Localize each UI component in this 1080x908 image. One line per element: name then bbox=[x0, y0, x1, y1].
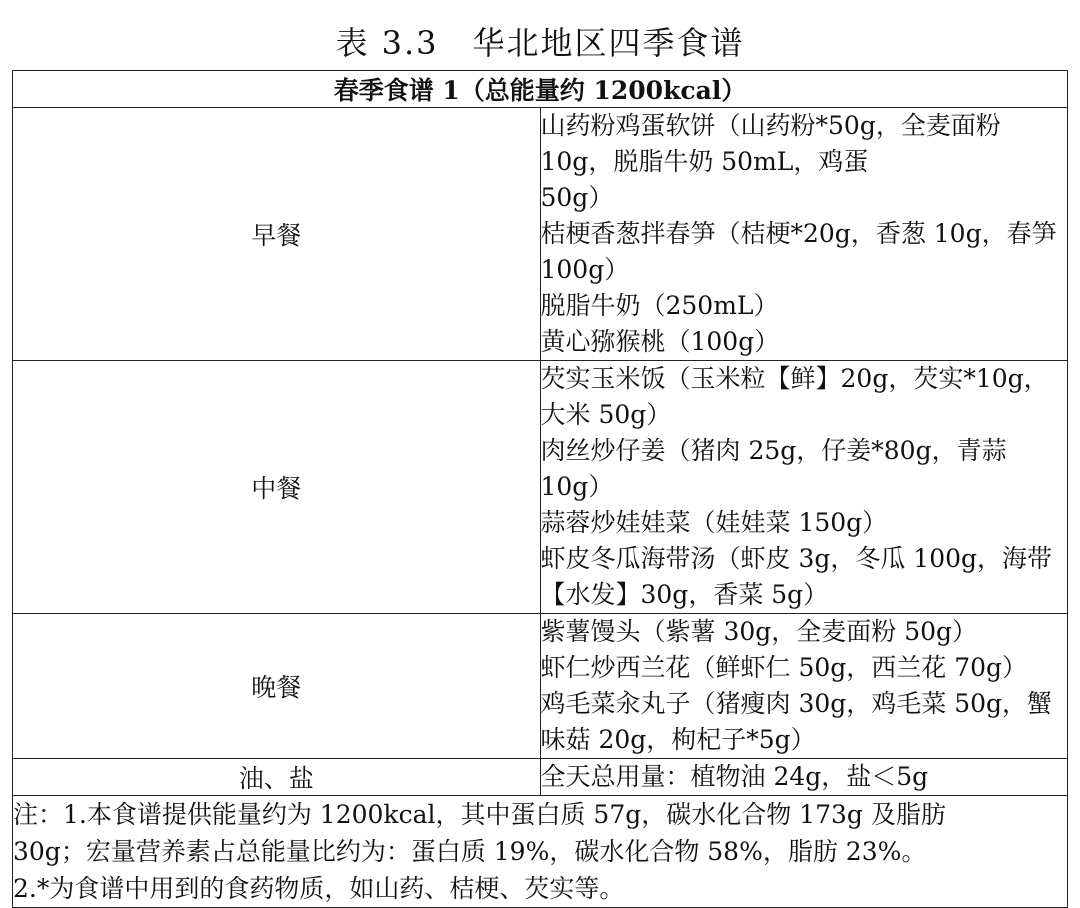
meal-item-line: 虾皮冬瓜海带汤（虾皮 3g，冬瓜 100g，海带【水发】30g，香菜 5g） bbox=[540, 544, 1053, 609]
meal-items-breakfast bbox=[540, 108, 1068, 361]
meal-row-lunch bbox=[13, 361, 1068, 614]
meal-item-line: 山药粉鸡蛋软饼（山药粉*50g，全麦面粉 10g，脱脂牛奶 50mL，鸡蛋 bbox=[540, 111, 1001, 176]
table-header: 春季食谱 1（总能量约 1200kcal） bbox=[13, 71, 1068, 108]
meal-items-dinner bbox=[540, 614, 1068, 759]
meal-item-line: 蒜蓉炒娃娃菜（娃娃菜 150g） bbox=[540, 508, 888, 537]
meal-items-lunch bbox=[540, 361, 1068, 614]
note-line: 2.*为食谱中用到的食药物质，如山药、桔梗、芡实等。 bbox=[13, 874, 625, 903]
meal-label-oil-salt: 油、盐 bbox=[13, 759, 541, 796]
meal-item-line: 50g） bbox=[540, 183, 614, 212]
meal-row-oil-salt bbox=[13, 759, 1068, 796]
meal-item-line: 桔梗香葱拌春笋（桔梗*20g，香葱 10g，春笋 100g） bbox=[540, 219, 1057, 284]
meal-label-lunch: 中餐 bbox=[13, 361, 541, 614]
note-line: 注：1.本食谱提供能量约为 1200kcal，其中蛋白质 57g，碳水化合物 173g 及脂肪 bbox=[13, 800, 946, 829]
meal-row-breakfast bbox=[13, 108, 1068, 361]
table-notes bbox=[13, 796, 1068, 908]
meal-item-line: 鸡毛菜汆丸子（猪瘦肉 30g，鸡毛菜 50g，蟹味菇 20g，枸杞子*5g） bbox=[540, 689, 1053, 754]
notes-row bbox=[13, 796, 1068, 908]
meal-item-line: 脱脂牛奶（250mL） bbox=[540, 291, 779, 320]
meal-item-line: 全天总用量：植物油 24g，盐＜5g bbox=[540, 762, 929, 791]
meal-label-dinner: 晚餐 bbox=[13, 614, 541, 759]
meal-row-dinner bbox=[13, 614, 1068, 759]
meal-item-line: 芡实玉米饭（玉米粒【鲜】20g，芡实*10g，大米 50g） bbox=[540, 364, 1049, 429]
meal-items-oil-salt bbox=[540, 759, 1068, 796]
note-line: 30g；宏量营养素占总能量比约为：蛋白质 19%，碳水化合物 58%，脂肪 23%。 bbox=[13, 837, 927, 866]
meal-item-line: 黄心猕猴桃（100g） bbox=[540, 327, 780, 356]
meal-item-line: 虾仁炒西兰花（鲜虾仁 50g，西兰花 70g） bbox=[540, 653, 1028, 682]
meal-label-breakfast: 早餐 bbox=[13, 108, 541, 361]
table-title: 表 3.3 华北地区四季食谱 bbox=[335, 24, 745, 62]
meal-item-line: 肉丝炒仔姜（猪肉 25g，仔姜*80g，青蒜 10g） bbox=[540, 436, 1007, 501]
table-header-row bbox=[13, 71, 1068, 108]
meal-item-line: 紫薯馒头（紫薯 30g，全麦面粉 50g） bbox=[540, 617, 978, 646]
recipe-table bbox=[12, 70, 1068, 908]
